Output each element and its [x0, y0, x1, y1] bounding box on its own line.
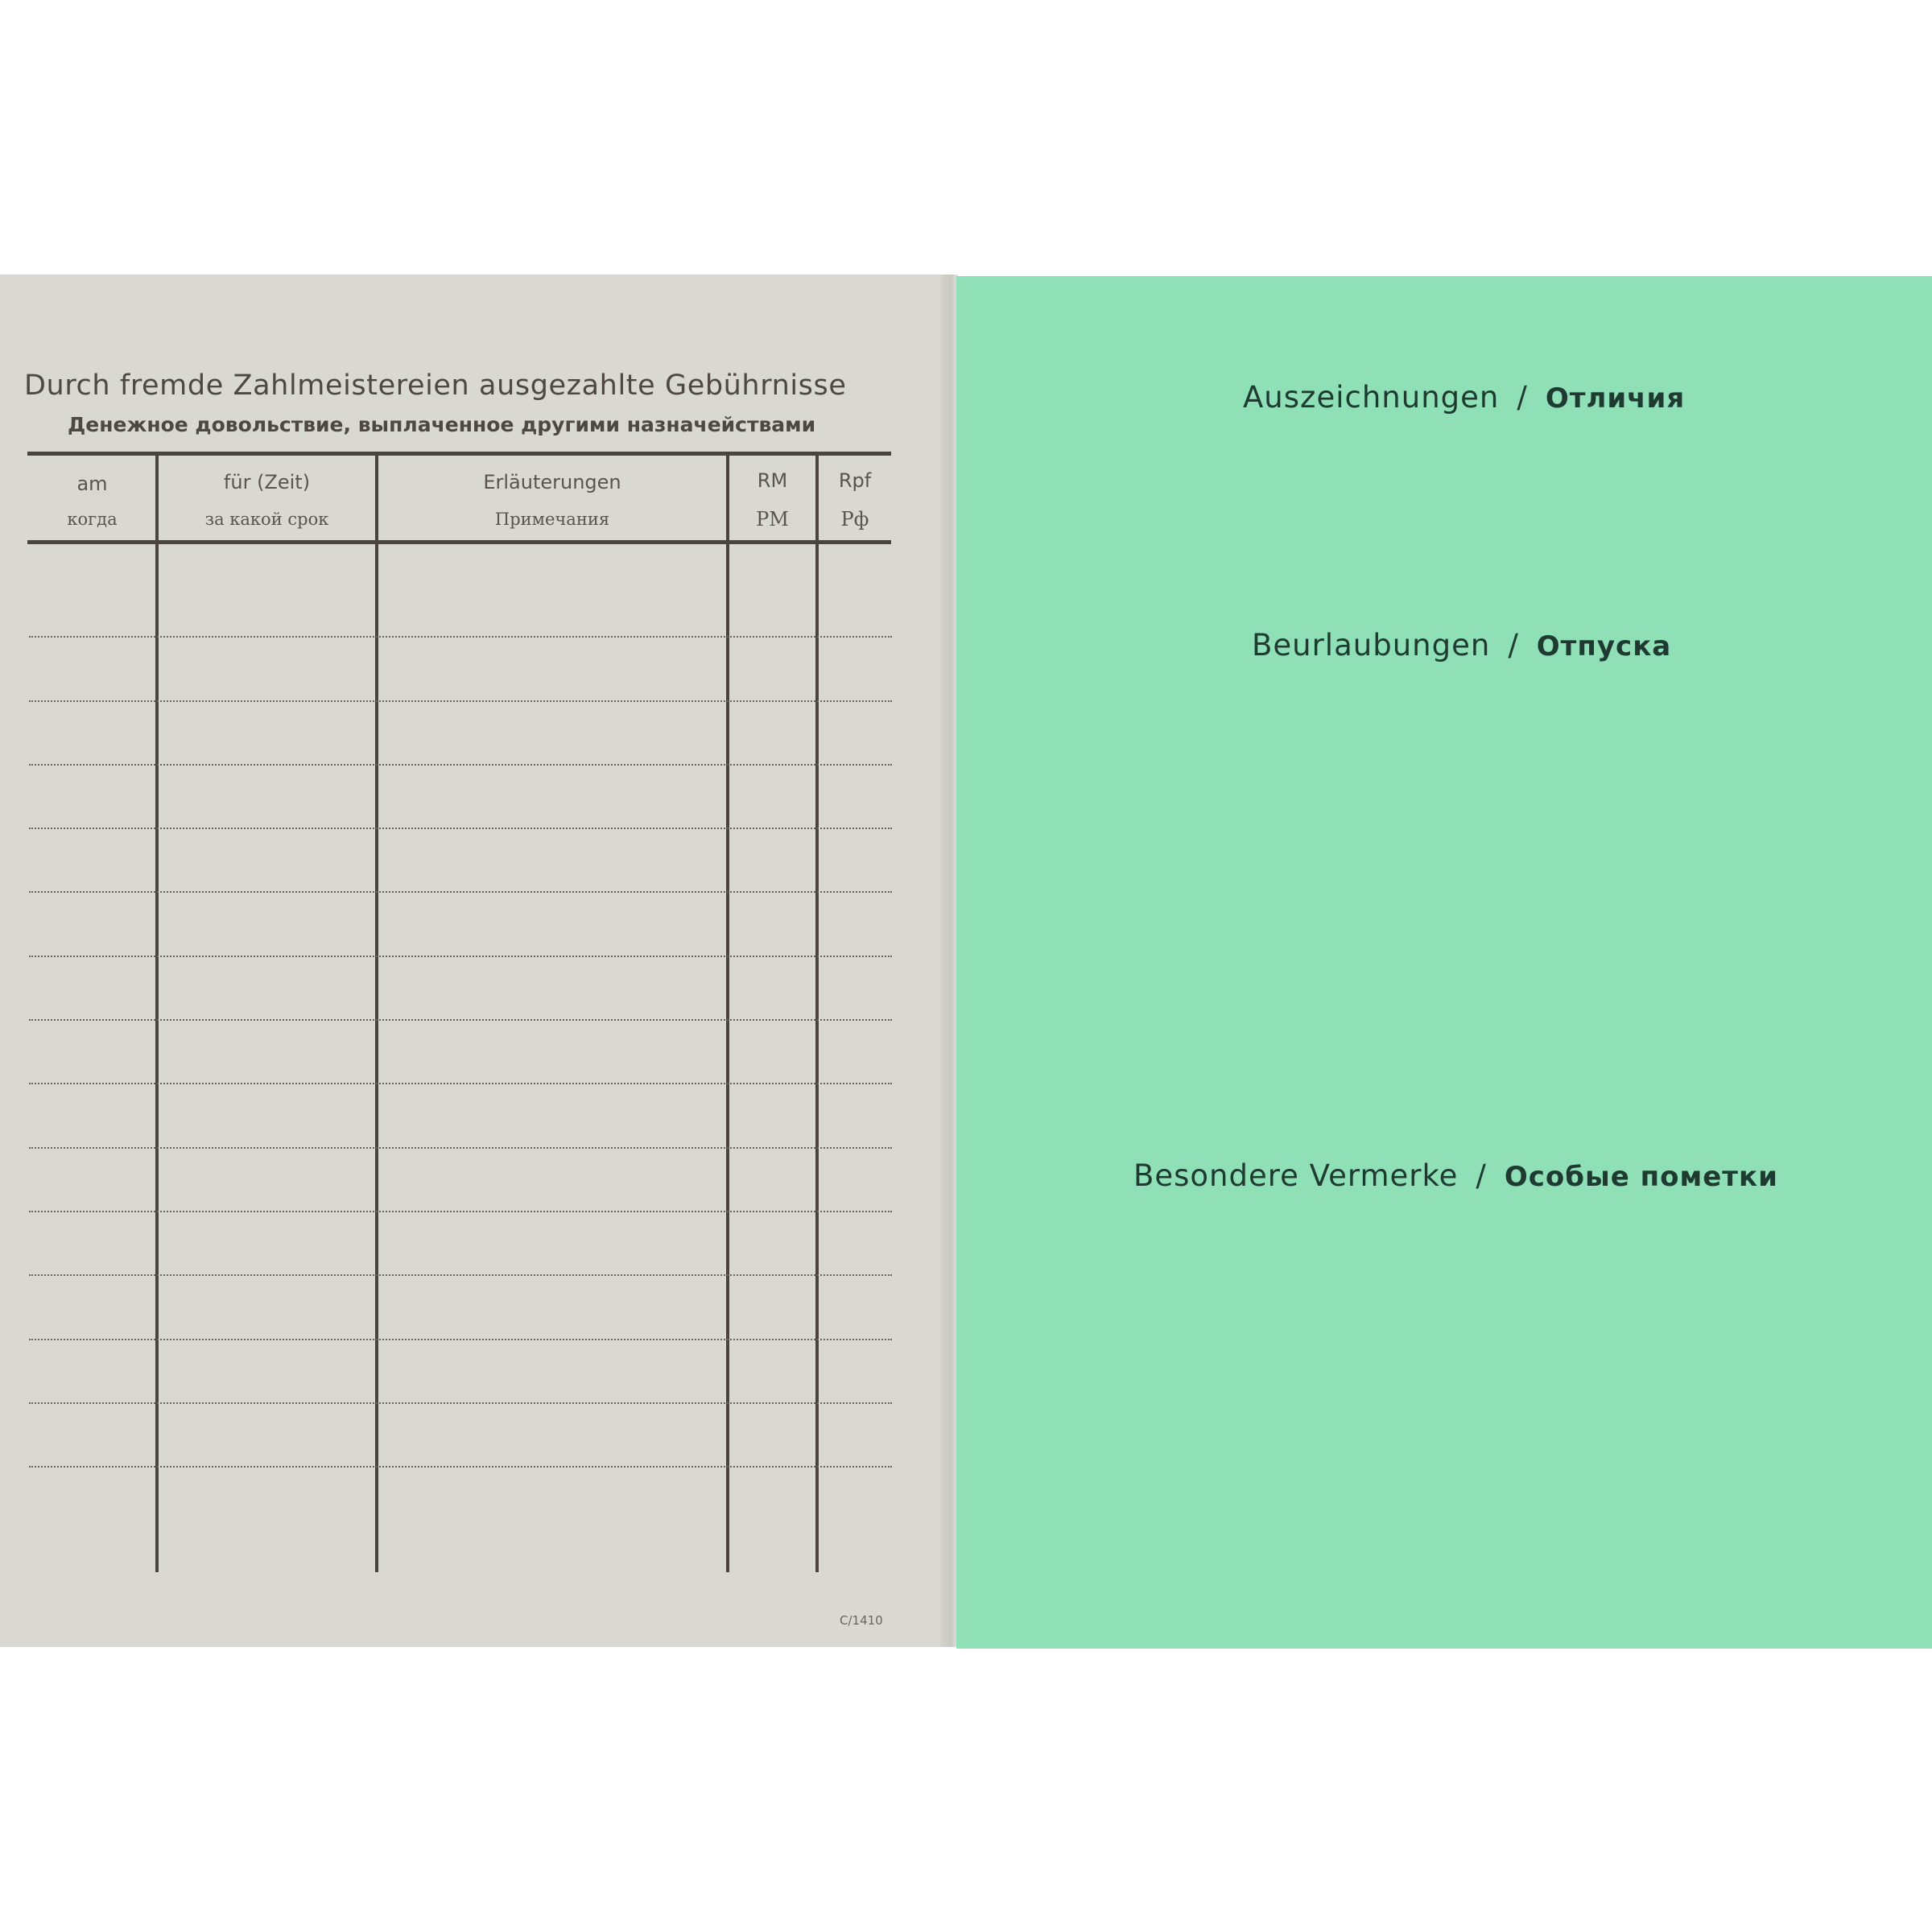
column-header-notes-ru: Примечания — [494, 510, 610, 529]
section-separator: / — [1476, 1158, 1487, 1193]
section-label-ru: Особые пометки — [1504, 1161, 1778, 1193]
column-header-date-ru: когда — [67, 510, 118, 529]
open-booklet — [0, 275, 1932, 1647]
row-line — [29, 1274, 892, 1276]
column-divider — [815, 453, 819, 1572]
row-line — [29, 1402, 892, 1404]
row-line — [29, 956, 892, 957]
page-subtitle: Денежное довольствие, выплаченное другими назначействами — [68, 413, 816, 436]
row-line — [29, 828, 892, 829]
row-line — [29, 700, 892, 702]
column-divider — [155, 453, 159, 1572]
column-header-date: am — [76, 473, 108, 495]
left-page — [0, 275, 954, 1647]
row-line — [29, 891, 892, 893]
row-line — [29, 1339, 892, 1340]
section-label-ru: Отпуска — [1536, 630, 1672, 663]
column-header-rpf-ru: Рф — [840, 508, 869, 530]
section-label-de: Auszeichnungen — [1243, 380, 1500, 415]
row-line — [29, 1211, 892, 1212]
row-line — [29, 1466, 892, 1468]
column-header-period-ru: за какой срок — [204, 510, 329, 529]
column-header-period: für (Zeit) — [223, 471, 311, 493]
right-page — [956, 276, 1932, 1649]
column-header-rm: RM — [757, 469, 788, 492]
row-line — [29, 636, 892, 638]
book-gutter — [940, 275, 958, 1647]
page-title: Durch fremde Zahlmeistereien ausgezahlte Gebührnisse — [24, 369, 847, 402]
section-label-de: Besondere Vermerke — [1133, 1158, 1459, 1193]
row-line — [29, 1019, 892, 1021]
section-heading-leave — [1252, 628, 1671, 663]
row-line — [29, 764, 892, 766]
print-code: C/1410 — [840, 1613, 883, 1628]
column-header-rm-ru: PM — [756, 508, 789, 530]
section-heading-special-notes — [1133, 1158, 1778, 1193]
row-line — [29, 1147, 892, 1149]
column-header-notes: Erläuterungen — [483, 471, 621, 493]
section-heading-awards — [1243, 380, 1685, 415]
section-label-de: Beurlaubungen — [1252, 628, 1491, 663]
section-separator: / — [1517, 380, 1528, 415]
row-line — [29, 1083, 892, 1084]
column-divider — [375, 453, 378, 1572]
column-divider — [726, 453, 729, 1572]
column-header-rpf: Rpf — [838, 469, 872, 492]
section-separator: / — [1508, 628, 1519, 663]
section-label-ru: Отличия — [1545, 382, 1686, 415]
